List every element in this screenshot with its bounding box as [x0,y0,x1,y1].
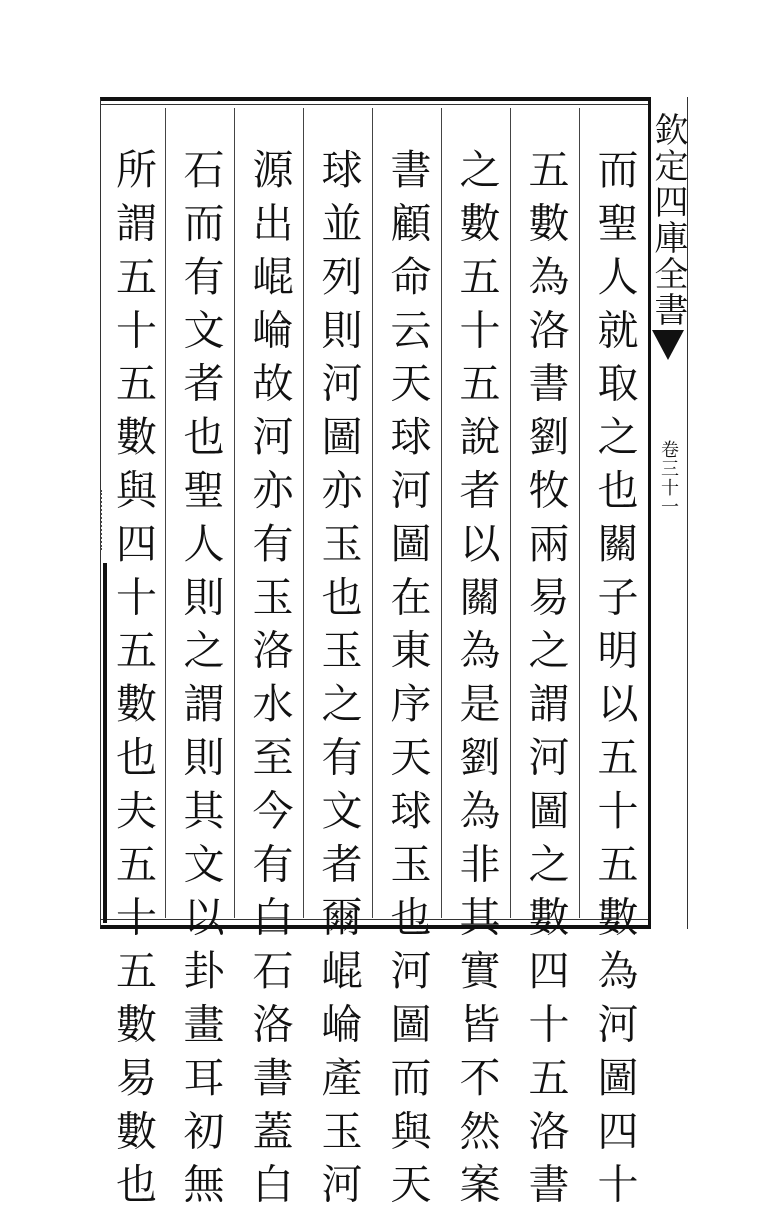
text-column-3 [441,108,510,1216]
fish-tail-mark [652,330,684,360]
column-text: 之數五十五說者以關為是劉為非其實皆不然案 [452,148,501,1216]
column-text: 而聖人就取之也關子明以五十五數為河圖四十 [590,148,639,1216]
text-column-6 [234,108,303,1216]
text-column-2 [510,108,579,1216]
column-text: 石而有文者也聖人則之謂則其文以卦畫耳初無 [176,148,225,1216]
text-column-7 [165,108,234,1216]
juan-label: 卷三十一 [658,440,679,516]
column-text: 五數為洛書劉牧兩易之謂河圖之數四十五洛書 [521,148,570,1216]
column-text: 所謂五十五數與四十五數也夫五十五數易數也 [109,148,157,1216]
column-text: 球並列則河圖亦玉也玉之有文者爾崐崘產玉河 [314,148,363,1216]
column-text: 源出崐崘故河亦有玉洛水至今有白石洛書蓋白 [245,148,294,1216]
book-title: 欽定四庫全書 [648,112,688,328]
frame-top-rule [100,104,648,105]
text-column-5 [303,108,372,1216]
text-column-4 [372,108,441,1216]
text-column-1 [579,108,648,1216]
text-column-8 [100,108,165,1216]
column-text: 書顧命云天球河圖在東序天球玉也河圖而與天 [383,148,432,1216]
